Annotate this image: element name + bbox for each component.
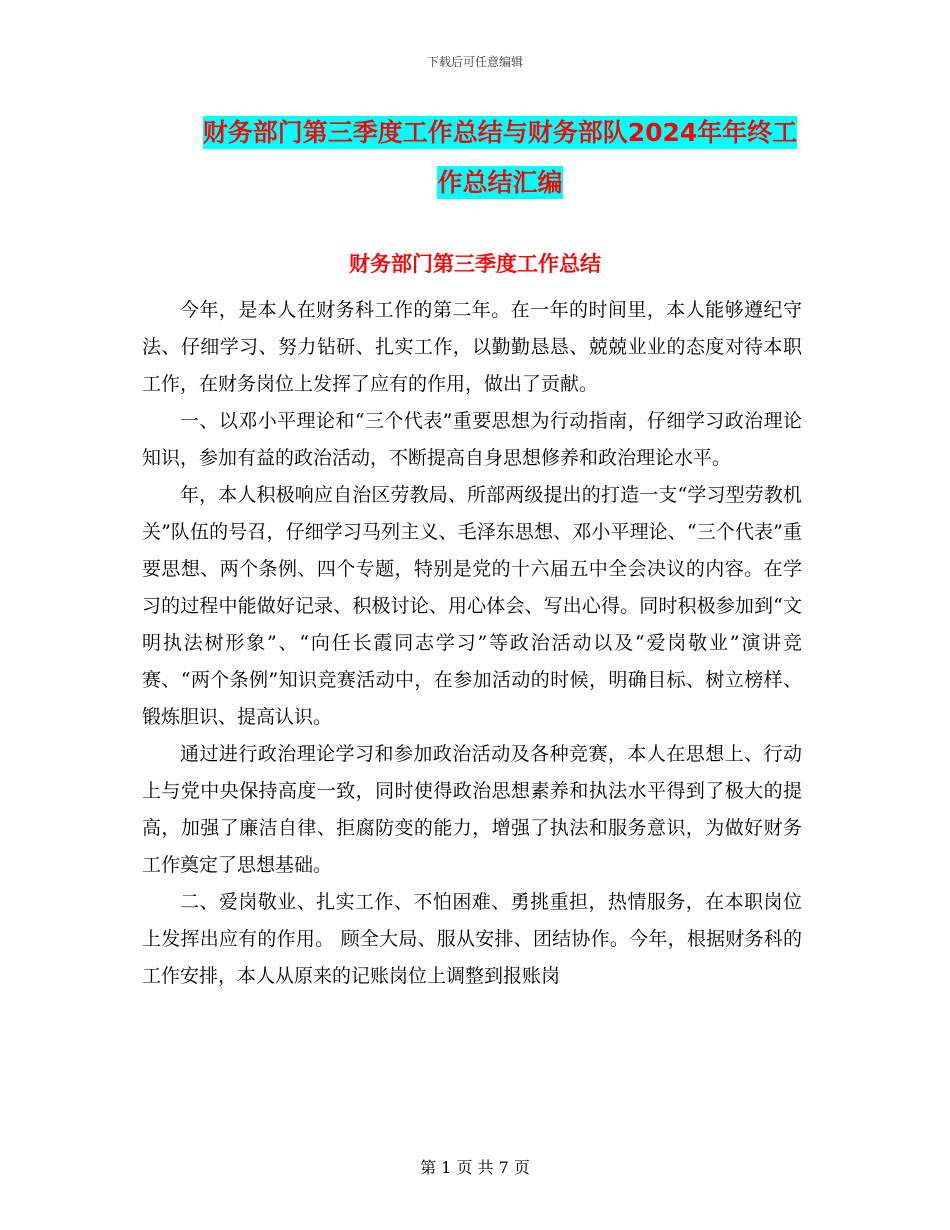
paragraph: 一、以邓小平理论和“三个代表”重要思想为行动指南，仔细学习政治理论知识，参加有益的政治活动，不断提高自身思想修养和政治理论水平。 [142, 410, 802, 469]
body-content [142, 292, 802, 995]
section-heading: 财务部门第三季度工作总结 [349, 252, 601, 276]
page-number: 第 1 页 共 7 页 [420, 1158, 530, 1177]
document-title-line2: 作总结汇编 [437, 168, 563, 197]
document-title-line1: 财务部门第三季度工作总结与财务部队2024年年终工 [202, 118, 798, 147]
page-header-note: 下载后可任意编辑 [426, 55, 523, 69]
paragraph: 年，本人积极响应自治区劳教局、所部两级提出的打造一支“学习型劳教机关”队伍的号召，仔细学习马列主义、毛泽东思想、邓小平理论、“三个代表”重要思想、两个条例、四个专题，特别是党的十六届五中全会决议的内容。在学习的过程中能做好记录、积极讨论、用心体会、写出心得。同时积极参加到“文明执法树形象”、“向任长霞同志学习”等政治活动以及“爱岗敬业”演讲竞赛、“两个条例”知识竞赛活动中，在参加活动的时候，明确目标、树立榜样、锻炼胆识、提高认识。 [142, 484, 802, 728]
paragraph: 通过进行政治理论学习和参加政治活动及各种竞赛，本人在思想上、行动上与党中央保持高度一致，同时使得政治思想素养和执法水平得到了极大的提高，加强了廉洁自律、拒腐防变的能力，增强了执法和服务意识，为做好财务工作奠定了思想基础。 [142, 743, 802, 876]
paragraph: 二、爱岗敬业、扎实工作、不怕困难、勇挑重担，热情服务，在本职岗位上发挥出应有的作用。 顾全大局、服从安排、团结协作。今年，根据财务科的工作安排，本人从原来的记账岗位上调整到报账岗 [142, 891, 802, 987]
paragraph: 今年，是本人在财务科工作的第二年。在一年的时间里，本人能够遵纪守法、仔细学习、努力钻研、扎实工作，以勤勤恳恳、兢兢业业的态度对待本职工作，在财务岗位上发挥了应有的作用，做出了贡献。 [142, 299, 802, 395]
document-title [140, 108, 860, 208]
